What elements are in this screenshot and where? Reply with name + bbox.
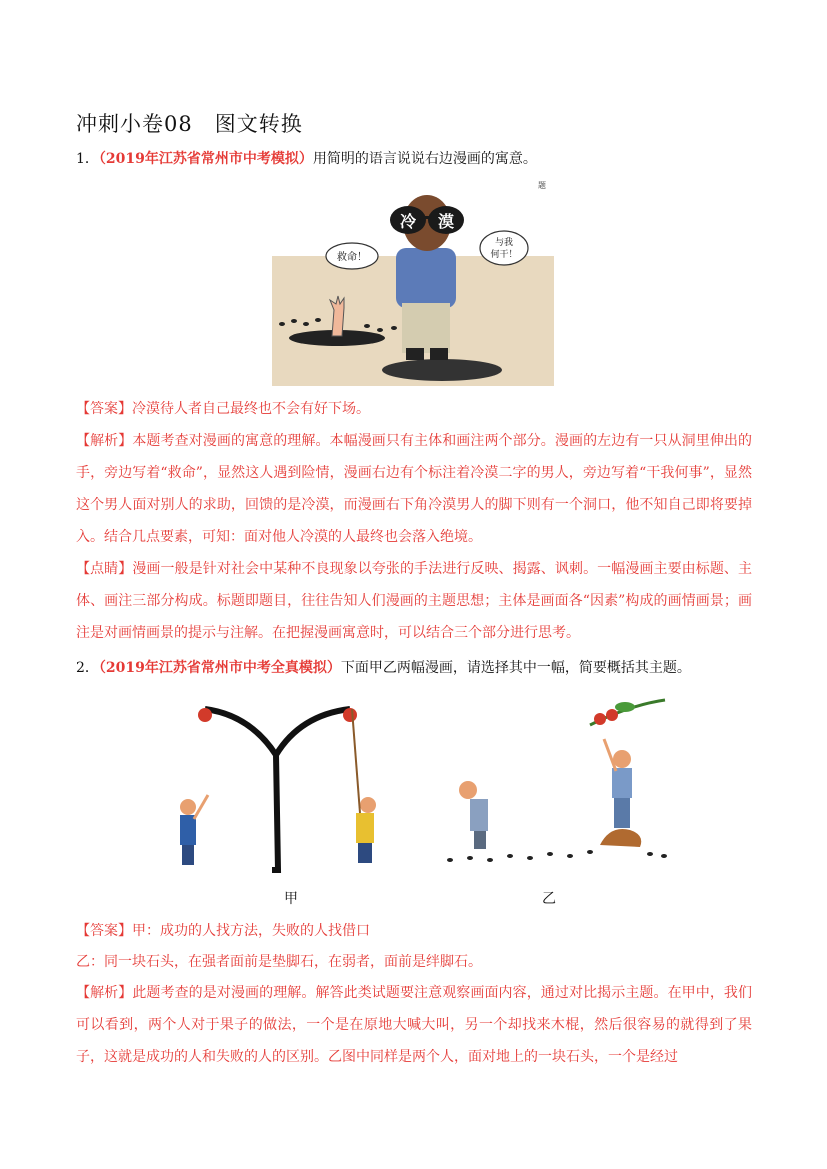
analysis-tag: 【解析】 — [76, 433, 133, 449]
answer-tag: 【答案】 — [76, 923, 132, 939]
question-source: （2019年江苏省常州市中考模拟） — [98, 151, 313, 167]
glasses-left-text: 冷 — [399, 212, 417, 231]
answer-text: 冷漠待人者自己最终也不会有好下场。 — [132, 401, 370, 417]
q2-answer — [76, 920, 370, 940]
question-source: （2019年江苏省常州市中考全真模拟） — [98, 660, 341, 676]
q1-point — [76, 553, 752, 649]
artist-signature: 题 — [538, 181, 546, 190]
page-title: 冲刺小卷08 图文转换 — [76, 112, 303, 136]
q2-analysis — [76, 977, 752, 1073]
cartoon-a-tree — [160, 695, 390, 875]
bubble-reply-2: 何干！ — [490, 250, 518, 260]
q1-analysis — [76, 425, 752, 553]
question-2 — [76, 658, 691, 678]
question-number: 2． — [76, 660, 99, 676]
bubble-help: 救命！ — [337, 252, 367, 263]
question-number: 1． — [76, 151, 99, 167]
caption-a: 甲 — [284, 891, 298, 907]
answer-b-text: 乙：同一块石头，在强者面前是垫脚石，在弱者，面前是绊脚石。 — [76, 954, 482, 970]
question-1 — [76, 149, 537, 169]
q2-answer-b — [76, 951, 482, 971]
cartoon-cold-man — [272, 178, 554, 386]
answer-a-text: 甲：成功的人找方法，失败的人找借口 — [132, 923, 370, 939]
cartoon-b-stone — [440, 695, 670, 870]
q1-answer — [76, 398, 370, 418]
point-text: 漫画一般是针对社会中某种不良现象以夸张的手法进行反映、揭露、讽刺。一幅漫画主要由标题、主体、画注三部分构成。标题即题目，往往告知人们漫画的主题思想；主体是画面各“因素”构成的画情画景；画注是对画情画景的提示与注解。在把握漫画寓意时，可以结合三个部分进行思考。 — [76, 561, 753, 641]
bubble-reply-1: 与我 — [494, 238, 514, 248]
answer-tag: 【答案】 — [76, 401, 132, 417]
question-prompt: 下面甲乙两幅漫画，请选择其中一幅，简要概括其主题。 — [340, 660, 691, 676]
question-prompt: 用简明的语言说说右边漫画的寓意。 — [312, 151, 537, 167]
analysis-tag: 【解析】 — [76, 985, 133, 1001]
analysis-text: 本题考查对漫画的寓意的理解。本幅漫画只有主体和画注两个部分。漫画的左边有一只从洞里伸出的手，旁边写着“救命”，显然这人遇到险情，漫画右边有个标注着冷漠二字的男人，旁边写着“干我何事”，显然这个男人面对别人的求助，回馈的是冷漠，而漫画右下角冷漠男人的脚下则有一个洞口，他不知自己即将要掉入。结合几点要素，可知：面对他人冷漠的人最终也会落入绝境。 — [76, 433, 753, 545]
analysis-text: 此题考查的是对漫画的理解。解答此类试题要注意观察画面内容，通过对比揭示主题。在甲中，我们可以看到，两个人对于果子的做法，一个是在原地大喊大叫，另一个却找来木棍，然后很容易的就得到了果子，这就是成功的人和失败的人的区别。乙图中同样是两个人，面对地上的一块石头，一个是经过 — [76, 985, 753, 1065]
point-tag: 【点睛】 — [76, 561, 133, 577]
caption-b: 乙 — [542, 891, 556, 907]
glasses-right-text: 漠 — [437, 212, 455, 231]
